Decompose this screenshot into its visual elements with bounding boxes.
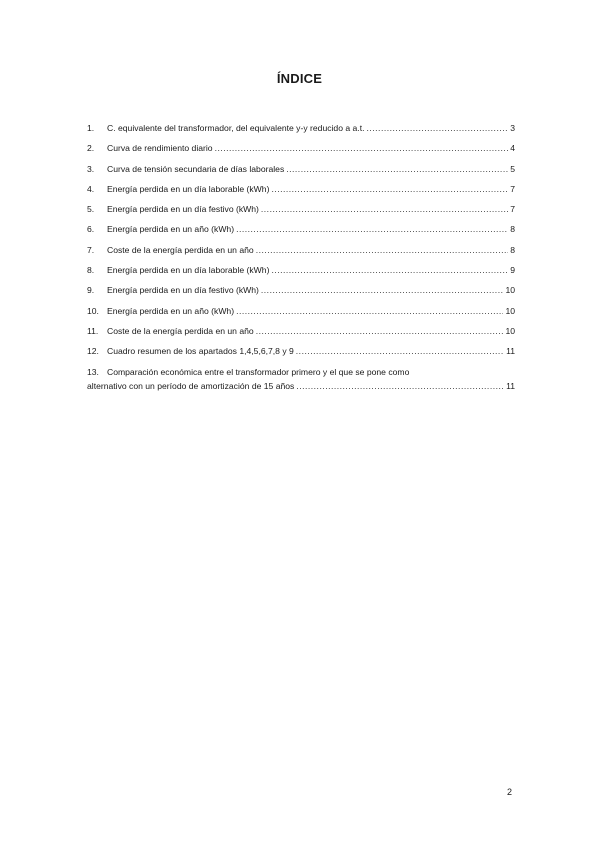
toc-entry-title: Curva de rendimiento diario [107,143,213,154]
toc-entry-number: 7. [87,244,95,255]
toc-leader-dots [271,265,508,275]
toc-entry-title: Energía perdida en un día festivo (kWh) [107,204,259,215]
toc-entry-title: Energía perdida en un día festivo (kWh) [107,285,259,296]
toc-entry-title: Coste de la energía perdida en un año [107,244,254,255]
toc-leader-dots [215,143,509,153]
toc-entry-number: 10. [87,305,99,316]
toc-entry[interactable] [87,123,515,143]
page-title: ÍNDICE [276,71,323,86]
toc-entry-title: Energía perdida en un año (kWh) [107,224,235,235]
toc-entry-page: 8 [510,244,515,255]
toc-leader-dots [296,346,504,356]
toc-entry[interactable] [87,143,515,163]
toc-entry-page: 5 [510,163,515,174]
toc-entry-page: 9 [510,265,515,276]
toc-entry-number: 5. [87,204,95,215]
toc-entry-second-line [87,381,515,395]
toc-entry-number: 9. [87,285,95,296]
toc-entry-page: 11 [506,346,515,357]
table-of-contents [87,123,515,395]
toc-entry-title: C. equivalente del transformador, del equivalente y-y reducido a a.t. [107,123,365,133]
toc-leader-dots [367,123,509,133]
toc-entry-number: 4. [87,183,95,194]
toc-entry-number: 8. [87,265,95,276]
toc-entry[interactable] [87,367,515,395]
toc-entry-page: 7 [510,183,515,194]
page-number: 2 [507,787,513,797]
toc-entry[interactable] [87,224,515,244]
toc-entry-title: Comparación económica entre el transformador primero y el que se pone como [107,366,410,377]
toc-entry[interactable] [87,326,515,346]
toc-entry-number: 12. [87,346,99,357]
toc-entry-page: 10 [505,285,515,296]
toc-leader-dots [261,204,508,214]
toc-entry-page: 8 [510,224,515,235]
toc-leader-dots [256,245,509,255]
toc-entry-title: Energía perdida en un día laborable (kWh) [107,265,270,276]
toc-entry-title: Energía perdida en un año (kWh) [107,305,235,316]
toc-entry[interactable] [87,346,515,366]
toc-entry-title-continued: alternativo con un período de amortización de 15 años [87,380,295,391]
toc-entry-page: 3 [510,123,515,133]
toc-entry[interactable] [87,164,515,184]
toc-entry[interactable] [87,245,515,265]
toc-entry-first-line [87,367,515,381]
toc-entry[interactable] [87,184,515,204]
toc-entry-page: 4 [510,143,515,154]
toc-leader-dots [236,306,503,316]
toc-leader-dots [271,184,508,194]
toc-entry-page: 10 [505,325,515,336]
toc-entry-page: 7 [510,204,515,215]
toc-entry[interactable] [87,265,515,285]
toc-entry-number: 11. [87,325,99,336]
toc-entry-page: 11 [506,380,515,391]
toc-leader-dots [261,285,504,295]
toc-entry-title: Coste de la energía perdida en un año [107,325,254,336]
toc-entry-number: 1. [87,123,95,133]
toc-entry-number: 3. [87,163,95,174]
toc-entry-number: 13. [87,366,99,377]
toc-entry-number: 2. [87,143,95,154]
toc-leader-dots [236,224,508,234]
toc-entry-number: 6. [87,224,95,235]
toc-entry[interactable] [87,306,515,326]
toc-leader-dots [256,326,504,336]
toc-entry[interactable] [87,204,515,224]
toc-leader-dots [296,381,504,391]
toc-entry-title: Curva de tensión secundaria de días laborales [107,163,285,174]
toc-leader-dots [286,164,508,174]
toc-entry-title: Energía perdida en un día laborable (kWh) [107,183,270,194]
toc-entry-page: 10 [505,305,515,316]
toc-entry[interactable] [87,285,515,305]
toc-entry-title: Cuadro resumen de los apartados 1,4,5,6,7,8 y 9 [107,346,294,357]
